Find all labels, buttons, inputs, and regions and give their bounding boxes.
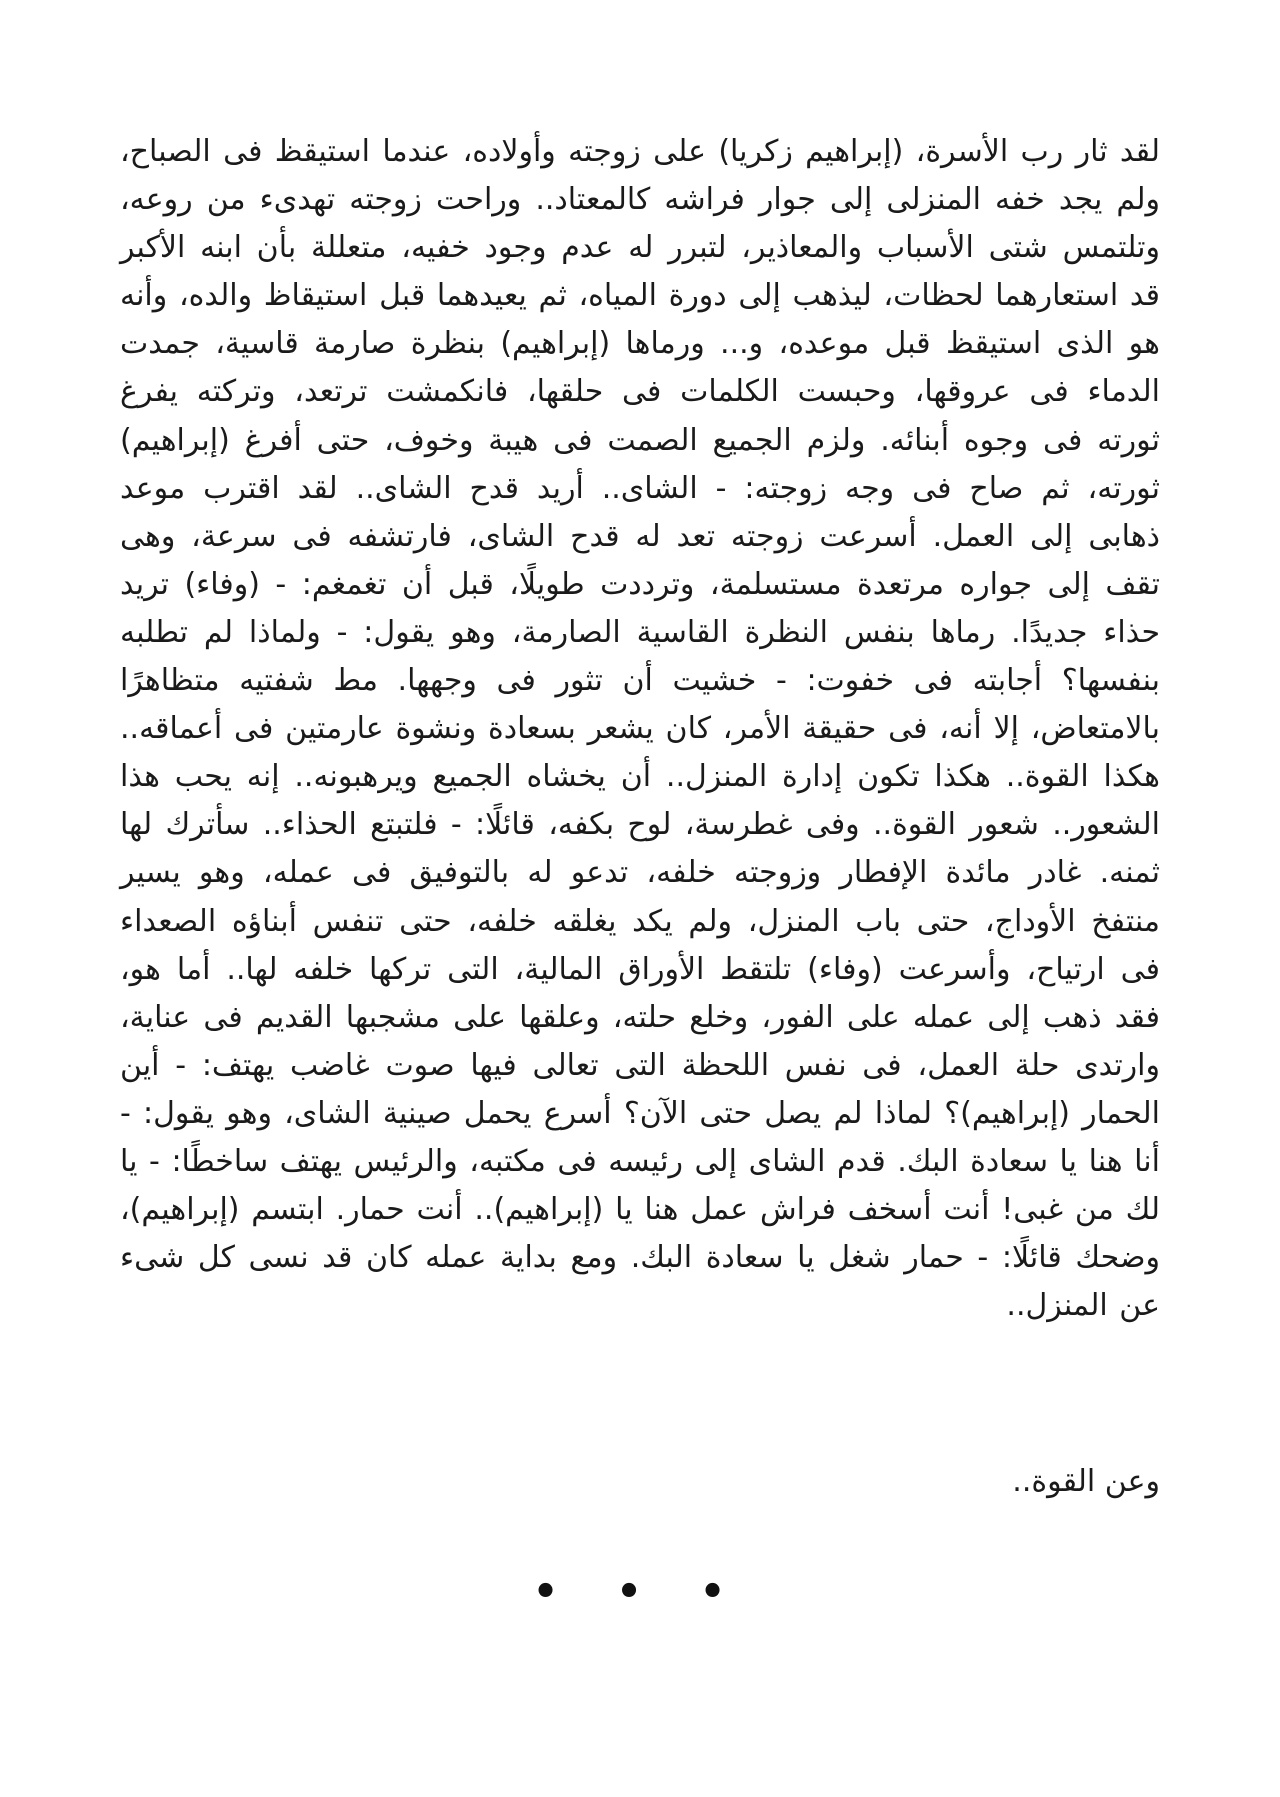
story-paragraph: لقد ثار رب الأسرة، (إبراهيم زكريا) على زوجته وأولاده، عندما استيقظ فى الصباح، ولم يجد خفه المنزلى إلى جوار فراشه كالمعتاد.. وراحت زوجته تهدىء من روعه، وتلتمس شتى الأسباب والمعاذير، لتبرر له عدم وجود خفيه، متعللة بأن ابنه الأكبر قد استعارهما لحظات، ليذهب إلى دورة المياه، ثم يعيدهما قبل استيقاظ والده، وأنه هو الذى استيقظ قبل موعده، و... ورماها (إبراهيم) بنظرة صارمة قاسية، جمدت الدماء فى عروقها، وحبست الكلمات فى حلقها، فانكمشت ترتعد، وتركته يفرغ ثورته فى وجوه أبنائه. ولزم الجميع الصمت فى هيبة وخوف، حتى أفرغ (إبراهيم) ثورته، ثم صاح فى وجه زوجته: - الشاى.. أريد قدح الشاى.. لقد اقترب موعد ذهابى إلى العمل. أسرعت زوجته تعد له قدح الشاى، فارتشفه فى سرعة، وهى تقف إلى جواره مرتعدة مستسلمة، وترددت طويلًا، قبل أن تغمغم: - (وفاء) تريد حذاء جديدًا. رماها بنفس النظرة القاسية الصارمة، وهو يقول: - ولماذا لم تطلبه بنفسها؟ أجابته فى خفوت: - خشيت أن تثور فى وجهها. مط شفتيه متظاهرًا بالامتعاض، إلا أنه، فى حقيقة الأمر، كان يشعر بسعادة ونشوة عارمتين فى أعماقه.. هكذا القوة.. هكذا تكون إدارة المنزل.. أن يخشاه الجميع ويرهبونه.. إنه يحب هذا الشعور.. شعور القوة.. وفى غطرسة، لوح بكفه، قائلًا: - فلتبتع الحذاء.. سأترك لها ثمنه. غادر مائدة الإفطار وزوجته خلفه، تدعو له بالتوفيق فى عمله، وهو يسير منتفخ الأوداج، حتى باب المنزل، ولم يكد يغلقه خلفه، حتى تنفس أبناؤه الصعداء فى ارتياح، وأسرعت (وفاء) تلتقط الأوراق المالية، التى تركها خلفه لها.. أما هو، فقد ذهب إلى عمله على الفور، وخلع حلته، وعلقها على مشجبها القديم فى عناية، وارتدى حلة العمل، فى نفس اللحظة التى تعالى فيها صوت غاضب يهتف: - أين الحمار (إبراهيم)؟ لماذا لم يصل حتى الآن؟ أسرع يحمل صينية الشاى، وهو يقول: - أنا هنا يا سعادة البك. قدم الشاى إلى رئيسه فى مكتبه، والرئيس يهتف ساخطًا: - يا لك من غبى! أنت أسخف فراش عمل هنا يا (إبراهيم).. أنت حمار. ابتسم (إبراهيم)، وضحك قائلًا: - حمار شغل يا سعادة البك. ومع بداية عمله كان قد نسى كل شىء عن المنزل.. bbox=[120, 134, 1160, 1324]
closing-line: وعن القوة.. bbox=[1012, 1464, 1160, 1499]
section-divider-ornament: • • • bbox=[532, 1569, 748, 1615]
